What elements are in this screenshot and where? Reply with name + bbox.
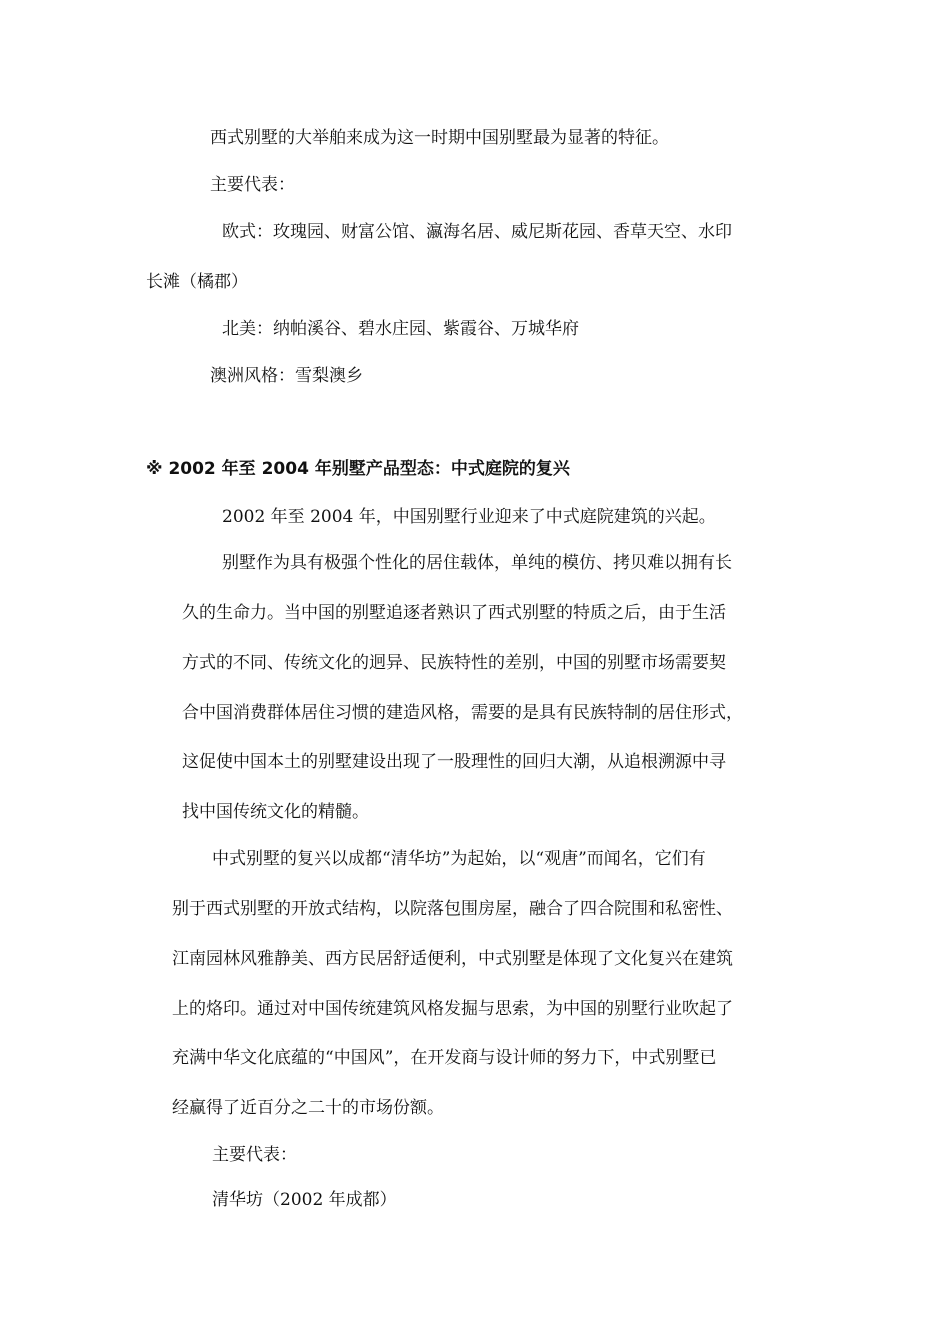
para-2-line-3: 方式的不同、传统文化的迥异、民族特性的差别，中国的别墅市场需要契 [182, 653, 726, 673]
section-2-reps-label: 主要代表： [212, 1145, 297, 1165]
section-2-rep-1: 清华坊（2002 年成都） [212, 1190, 397, 1210]
section-1-reps-label: 主要代表： [210, 175, 295, 195]
north-america-reps: 北美：纳帕溪谷、碧水庄园、紫霞谷、万城华府 [222, 319, 579, 339]
australia-reps: 澳洲风格：雪梨澳乡 [210, 366, 363, 386]
para-2-line-2: 久的生命力。当中国的别墅追逐者熟识了西式别墅的特质之后，由于生活 [182, 603, 726, 623]
european-reps-line-2: 长滩（橘郡） [146, 272, 248, 292]
para-3-line-4: 上的烙印。通过对中国传统建筑风格发掘与思索，为中国的别墅行业吹起了 [172, 999, 733, 1019]
european-reps-line-1: 欧式：玫瑰园、财富公馆、瀛海名居、威尼斯花园、香草天空、水印 [222, 222, 732, 242]
para-3-line-6: 经赢得了近百分之二十的市场份额。 [172, 1098, 444, 1118]
para-3-line-2: 别于西式别墅的开放式结构，以院落包围房屋，融合了四合院围和私密性、 [172, 899, 733, 919]
para-3-line-1: 中式别墅的复兴以成都“清华坊”为起始，以“观唐”而闻名，它们有 [212, 849, 706, 869]
para-3-line-5: 充满中华文化底蕴的“中国风”，在开发商与设计师的努力下，中式别墅已 [172, 1048, 717, 1068]
section-2-heading: ※ 2002 年至 2004 年别墅产品型态：中式庭院的复兴 [146, 459, 570, 479]
para-2-line-6: 找中国传统文化的精髓。 [182, 802, 369, 822]
para-2-line-1: 别墅作为具有极强个性化的居住载体，单纯的模仿、拷贝难以拥有长 [222, 553, 732, 573]
para-3-line-3: 江南园林风雅静美、西方民居舒适便利，中式别墅是体现了文化复兴在建筑 [172, 949, 733, 969]
section-2-para-1: 2002 年至 2004 年，中国别墅行业迎来了中式庭院建筑的兴起。 [222, 507, 716, 527]
section-1-intro: 西式别墅的大举舶来成为这一时期中国别墅最为显著的特征。 [210, 128, 669, 148]
para-2-line-4: 合中国消费群体居住习惯的建造风格，需要的是具有民族特制的居住形式， [182, 703, 743, 723]
para-2-line-5: 这促使中国本土的别墅建设出现了一股理性的回归大潮，从追根溯源中寻 [182, 752, 726, 772]
